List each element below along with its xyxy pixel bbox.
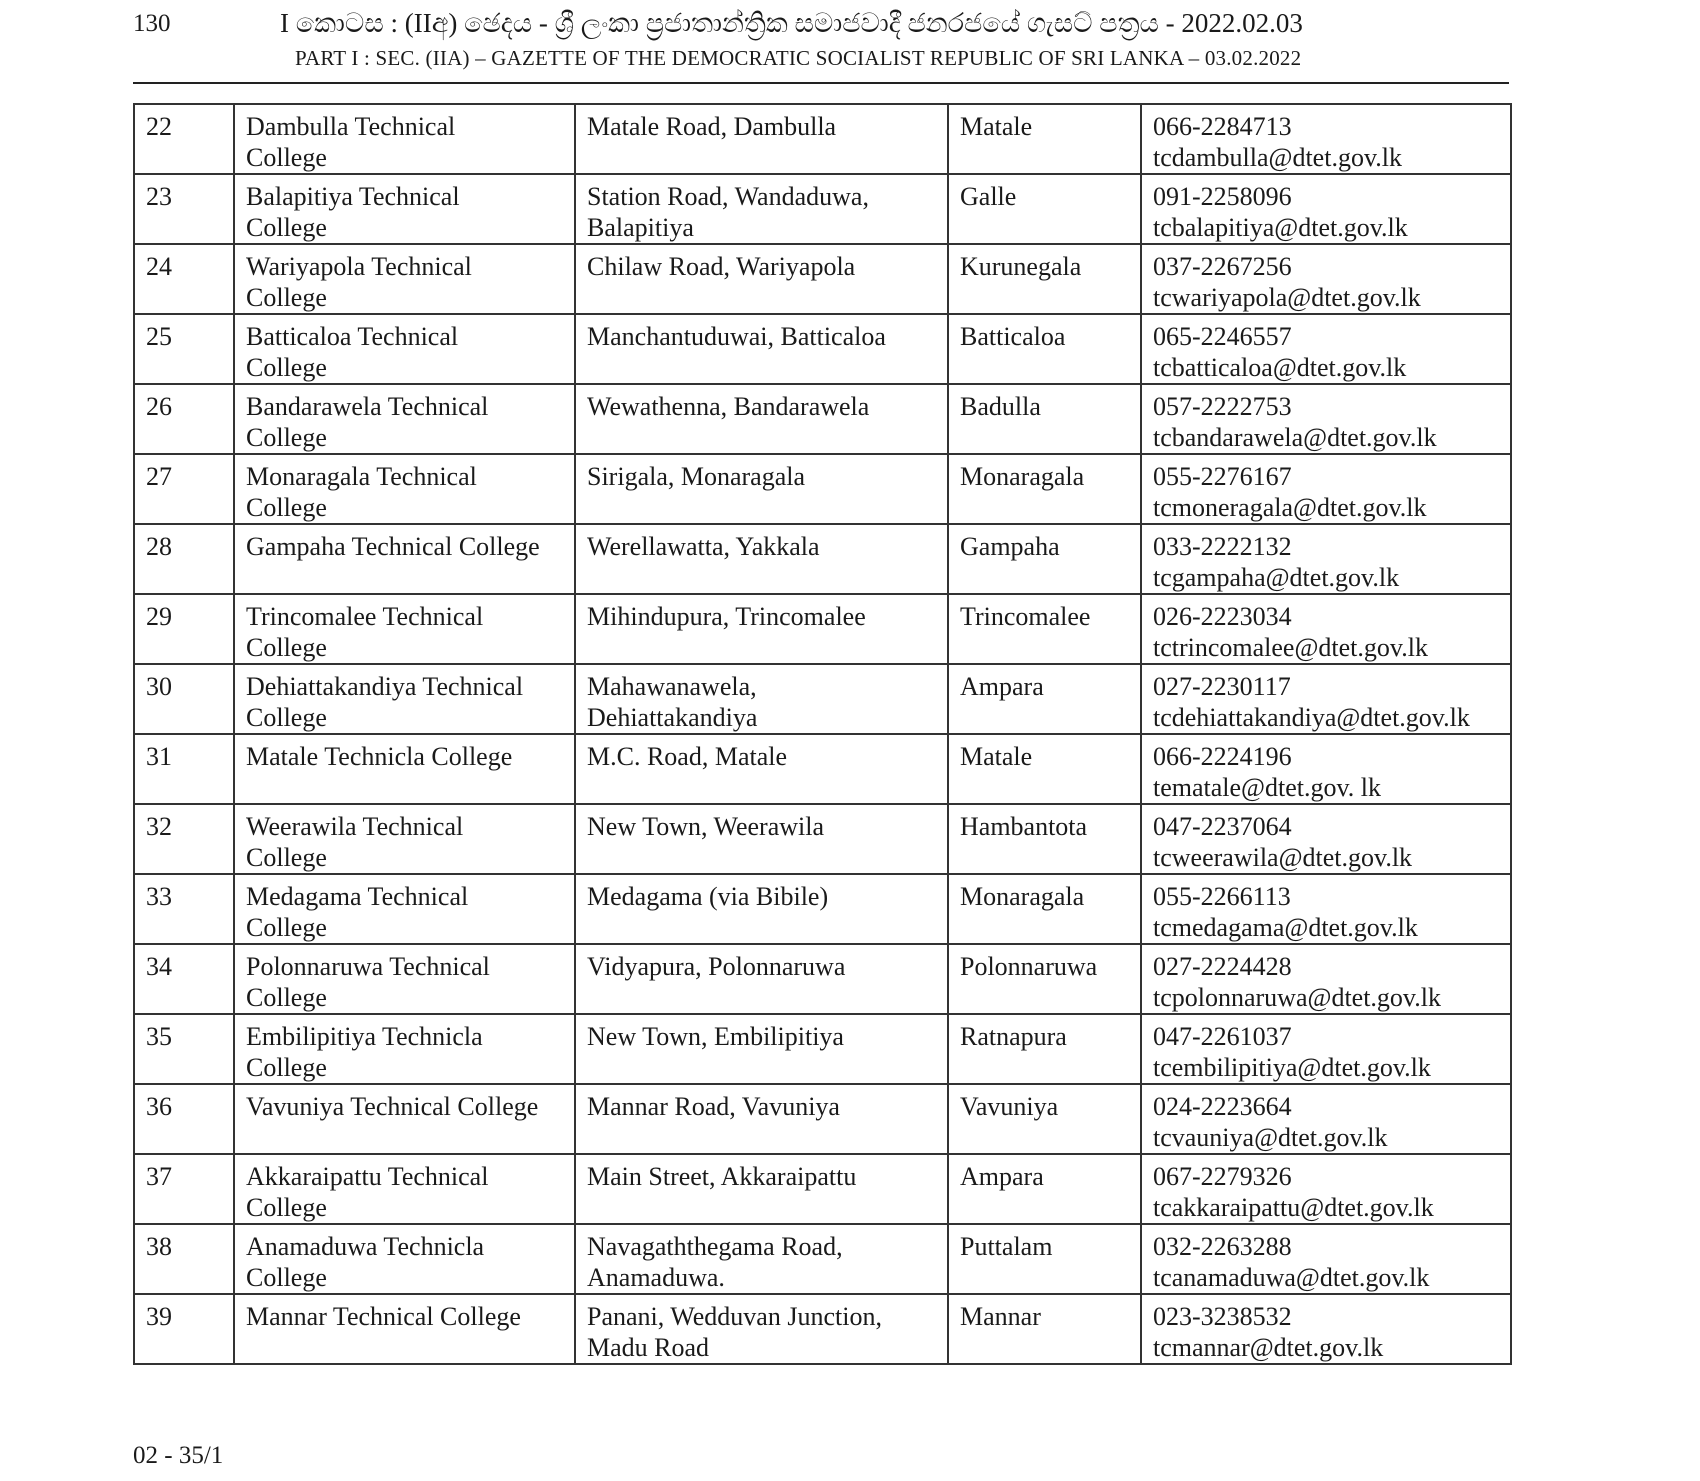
district-cell <box>948 1154 1141 1224</box>
address-cell <box>575 664 948 734</box>
college-name-line: Vavuniya Technical College <box>246 1092 539 1121</box>
email-address: tematale@dtet.gov. lk <box>1153 773 1382 802</box>
row-number: 22 <box>146 112 172 141</box>
district: Matale <box>960 742 1033 771</box>
email-address: tcvauniya@dtet.gov.lk <box>1153 1123 1388 1152</box>
address-line: Mannar Road, Vavuniya <box>587 1092 840 1121</box>
address-line: Werellawatta, Yakkala <box>587 532 820 561</box>
row-number-cell <box>134 1154 234 1224</box>
district: Mannar <box>960 1302 1041 1331</box>
district-cell <box>948 1294 1141 1364</box>
row-number-cell <box>134 524 234 594</box>
address-line: New Town, Weerawila <box>587 812 824 841</box>
college-name-cell <box>234 244 575 314</box>
address-line: Dehiattakandiya <box>587 703 758 732</box>
college-name-line: Medagama Technical <box>246 882 469 911</box>
contact-cell <box>1141 1294 1511 1364</box>
row-number-cell <box>134 454 234 524</box>
address-cell <box>575 1154 948 1224</box>
college-name-cell <box>234 1154 575 1224</box>
row-number-cell <box>134 1224 234 1294</box>
address-line: Balapitiya <box>587 213 694 242</box>
college-name-cell <box>234 874 575 944</box>
phone-number: 065-2246557 <box>1153 322 1292 351</box>
district: Ampara <box>960 672 1044 701</box>
contact-cell <box>1141 664 1511 734</box>
college-name-cell <box>234 104 575 174</box>
college-name-line: College <box>246 213 327 242</box>
table-row <box>134 734 1511 804</box>
address-cell <box>575 874 948 944</box>
address-cell <box>575 454 948 524</box>
address-line: New Town, Embilipitiya <box>587 1022 844 1051</box>
table-row <box>134 1084 1511 1154</box>
phone-number: 032-2263288 <box>1153 1232 1292 1261</box>
address-cell <box>575 384 948 454</box>
table-row <box>134 384 1511 454</box>
district-cell <box>948 734 1141 804</box>
contact-cell <box>1141 1084 1511 1154</box>
district: Gampaha <box>960 532 1060 561</box>
college-name-line: College <box>246 493 327 522</box>
district-cell <box>948 314 1141 384</box>
college-name-line: Bandarawela Technical <box>246 392 489 421</box>
email-address: tcmannar@dtet.gov.lk <box>1153 1333 1384 1362</box>
email-address: tcbalapitiya@dtet.gov.lk <box>1153 213 1408 242</box>
contact-cell <box>1141 1014 1511 1084</box>
contact-cell <box>1141 524 1511 594</box>
district-cell <box>948 244 1141 314</box>
college-name-cell <box>234 314 575 384</box>
college-name-cell <box>234 174 575 244</box>
table-row <box>134 454 1511 524</box>
address-cell <box>575 174 948 244</box>
address-line: Station Road, Wandaduwa, <box>587 182 869 211</box>
address-cell <box>575 1294 948 1364</box>
table-row <box>134 1014 1511 1084</box>
row-number-cell <box>134 1294 234 1364</box>
phone-number: 047-2237064 <box>1153 812 1292 841</box>
district-cell <box>948 594 1141 664</box>
address-line: Sirigala, Monaragala <box>587 462 806 491</box>
college-name-cell <box>234 804 575 874</box>
email-address: tcmedagama@dtet.gov.lk <box>1153 913 1418 942</box>
row-number-cell <box>134 314 234 384</box>
district-cell <box>948 1224 1141 1294</box>
college-name-line: Matale Technicla College <box>246 742 513 771</box>
college-name-line: Weerawila Technical <box>246 812 464 841</box>
district: Puttalam <box>960 1232 1053 1261</box>
email-address: tcmoneragala@dtet.gov.lk <box>1153 493 1427 522</box>
row-number-cell <box>134 734 234 804</box>
college-name-line: College <box>246 283 327 312</box>
table-row <box>134 664 1511 734</box>
district: Kurunegala <box>960 252 1082 281</box>
phone-number: 057-2222753 <box>1153 392 1292 421</box>
row-number: 23 <box>146 182 172 211</box>
college-name-cell <box>234 384 575 454</box>
college-name-line: Akkaraipattu Technical <box>246 1162 489 1191</box>
address-line: Anamaduwa. <box>587 1263 725 1292</box>
row-number-cell <box>134 664 234 734</box>
address-line: Medagama (via Bibile) <box>587 882 829 911</box>
district: Monaragala <box>960 462 1085 491</box>
district-cell <box>948 874 1141 944</box>
college-name-line: Anamaduwa Technicla <box>246 1232 485 1261</box>
college-name-cell <box>234 454 575 524</box>
college-name-line: College <box>246 633 327 662</box>
district: Ratnapura <box>960 1022 1067 1051</box>
row-number: 30 <box>146 672 172 701</box>
row-number: 38 <box>146 1232 172 1261</box>
district: Polonnaruwa <box>960 952 1098 981</box>
contact-cell <box>1141 734 1511 804</box>
district-cell <box>948 174 1141 244</box>
college-name-line: Mannar Technical College <box>246 1302 521 1331</box>
district-cell <box>948 384 1141 454</box>
table-row <box>134 524 1511 594</box>
contact-cell <box>1141 804 1511 874</box>
college-name-line: Balapitiya Technical <box>246 182 460 211</box>
district-cell <box>948 664 1141 734</box>
phone-number: 027-2230117 <box>1153 672 1291 701</box>
header-divider <box>133 82 1509 84</box>
table-body <box>134 104 1511 1364</box>
address-cell <box>575 804 948 874</box>
gazette-header-english: PART I : SEC. (IIA) – GAZETTE OF THE DEMOCRATIC SOCIALIST REPUBLIC OF SRI LANKA – 03.02.2022 <box>295 46 1302 70</box>
contact-cell <box>1141 1154 1511 1224</box>
phone-number: 026-2223034 <box>1153 602 1292 631</box>
college-name-line: College <box>246 1053 327 1082</box>
college-name-line: College <box>246 983 327 1012</box>
college-name-line: Dambulla Technical <box>246 112 456 141</box>
footer-code: 02 - 35/1 <box>133 1442 224 1469</box>
address-line: Chilaw Road, Wariyapola <box>587 252 856 281</box>
email-address: tcweerawila@dtet.gov.lk <box>1153 843 1413 872</box>
college-name-cell <box>234 734 575 804</box>
district-cell <box>948 1084 1141 1154</box>
address-line: Manchantuduwai, Batticaloa <box>587 322 886 351</box>
row-number-cell <box>134 874 234 944</box>
email-address: tcbatticaloa@dtet.gov.lk <box>1153 353 1407 382</box>
address-cell <box>575 244 948 314</box>
college-name-line: College <box>246 843 327 872</box>
district: Ampara <box>960 1162 1044 1191</box>
address-line: Wewathenna, Bandarawela <box>587 392 870 421</box>
address-line: Panani, Wedduvan Junction, <box>587 1302 882 1331</box>
phone-number: 023-3238532 <box>1153 1302 1292 1331</box>
college-name-cell <box>234 1294 575 1364</box>
contact-cell <box>1141 874 1511 944</box>
address-cell <box>575 1084 948 1154</box>
address-line: Mihindupura, Trincomalee <box>587 602 866 631</box>
district: Badulla <box>960 392 1041 421</box>
college-name-line: College <box>246 143 327 172</box>
email-address: tctrincomalee@dtet.gov.lk <box>1153 633 1428 662</box>
row-number: 31 <box>146 742 172 771</box>
row-number-cell <box>134 104 234 174</box>
college-name-line: Gampaha Technical College <box>246 532 540 561</box>
district: Vavuniya <box>960 1092 1059 1121</box>
row-number: 37 <box>146 1162 172 1191</box>
address-line: Matale Road, Dambulla <box>587 112 837 141</box>
phone-number: 037-2267256 <box>1153 252 1292 281</box>
phone-number: 067-2279326 <box>1153 1162 1292 1191</box>
college-name-line: Embilipitiya Technicla <box>246 1022 483 1051</box>
address-line: Madu Road <box>587 1333 710 1362</box>
district: Hambantota <box>960 812 1088 841</box>
contact-cell <box>1141 1224 1511 1294</box>
row-number: 25 <box>146 322 172 351</box>
table-row <box>134 804 1511 874</box>
address-cell <box>575 314 948 384</box>
page-number: 130 <box>133 10 171 37</box>
row-number-cell <box>134 1014 234 1084</box>
college-name-line: Batticaloa Technical <box>246 322 459 351</box>
row-number: 39 <box>146 1302 172 1331</box>
district-cell <box>948 104 1141 174</box>
email-address: tcdehiattakandiya@dtet.gov.lk <box>1153 703 1470 732</box>
address-line: M.C. Road, Matale <box>587 742 788 771</box>
address-cell <box>575 104 948 174</box>
phone-number: 055-2276167 <box>1153 462 1292 491</box>
table-row <box>134 174 1511 244</box>
district-cell <box>948 944 1141 1014</box>
row-number: 36 <box>146 1092 172 1121</box>
phone-number: 091-2258096 <box>1153 182 1292 211</box>
district-cell <box>948 1014 1141 1084</box>
address-cell <box>575 1014 948 1084</box>
college-name-line: College <box>246 353 327 382</box>
technical-colleges-table <box>133 103 1512 1365</box>
row-number-cell <box>134 244 234 314</box>
contact-cell <box>1141 944 1511 1014</box>
college-name-line: College <box>246 703 327 732</box>
district: Monaragala <box>960 882 1085 911</box>
table-row <box>134 944 1511 1014</box>
district-cell <box>948 804 1141 874</box>
table-row <box>134 1154 1511 1224</box>
table-row <box>134 244 1511 314</box>
table-row <box>134 1224 1511 1294</box>
district: Matale <box>960 112 1033 141</box>
address-line: Main Street, Akkaraipattu <box>587 1162 857 1191</box>
college-name-line: Wariyapola Technical <box>246 252 472 281</box>
contact-cell <box>1141 314 1511 384</box>
college-name-line: Dehiattakandiya Technical <box>246 672 524 701</box>
college-name-cell <box>234 594 575 664</box>
address-line: Navagaththegama Road, <box>587 1232 843 1261</box>
college-name-line: Monaragala Technical <box>246 462 477 491</box>
row-number-cell <box>134 804 234 874</box>
row-number-cell <box>134 1084 234 1154</box>
address-cell <box>575 734 948 804</box>
row-number: 28 <box>146 532 172 561</box>
email-address: tcpolonnaruwa@dtet.gov.lk <box>1153 983 1441 1012</box>
contact-cell <box>1141 244 1511 314</box>
college-name-line: College <box>246 423 327 452</box>
email-address: tcbandarawela@dtet.gov.lk <box>1153 423 1437 452</box>
row-number: 33 <box>146 882 172 911</box>
phone-number: 027-2224428 <box>1153 952 1292 981</box>
address-line: Vidyapura, Polonnaruwa <box>587 952 846 981</box>
contact-cell <box>1141 174 1511 244</box>
phone-number: 055-2266113 <box>1153 882 1291 911</box>
college-name-line: Trincomalee Technical <box>246 602 484 631</box>
district: Batticaloa <box>960 322 1066 351</box>
row-number: 24 <box>146 252 172 281</box>
contact-cell <box>1141 594 1511 664</box>
row-number-cell <box>134 594 234 664</box>
district: Galle <box>960 182 1017 211</box>
row-number-cell <box>134 384 234 454</box>
college-name-line: College <box>246 1193 327 1222</box>
contact-cell <box>1141 384 1511 454</box>
row-number: 34 <box>146 952 172 981</box>
college-name-cell <box>234 1224 575 1294</box>
college-name-cell <box>234 664 575 734</box>
college-name-cell <box>234 524 575 594</box>
district: Trincomalee <box>960 602 1091 631</box>
row-number: 35 <box>146 1022 172 1051</box>
email-address: tcembilipitiya@dtet.gov.lk <box>1153 1053 1431 1082</box>
row-number: 29 <box>146 602 172 631</box>
row-number: 27 <box>146 462 172 491</box>
college-name-line: College <box>246 1263 327 1292</box>
college-name-cell <box>234 1084 575 1154</box>
table-row <box>134 594 1511 664</box>
email-address: tcgampaha@dtet.gov.lk <box>1153 563 1400 592</box>
row-number-cell <box>134 174 234 244</box>
address-cell <box>575 524 948 594</box>
phone-number: 066-2284713 <box>1153 112 1292 141</box>
college-name-cell <box>234 1014 575 1084</box>
address-cell <box>575 594 948 664</box>
email-address: tcakkaraipattu@dtet.gov.lk <box>1153 1193 1434 1222</box>
phone-number: 024-2223664 <box>1153 1092 1292 1121</box>
address-cell <box>575 1224 948 1294</box>
table-row <box>134 104 1511 174</box>
table-row <box>134 874 1511 944</box>
row-number: 26 <box>146 392 172 421</box>
phone-number: 047-2261037 <box>1153 1022 1292 1051</box>
email-address: tcdambulla@dtet.gov.lk <box>1153 143 1402 172</box>
address-cell <box>575 944 948 1014</box>
college-name-line: College <box>246 913 327 942</box>
contact-cell <box>1141 454 1511 524</box>
table-row <box>134 1294 1511 1364</box>
address-line: Mahawanawela, <box>587 672 757 701</box>
contact-cell <box>1141 104 1511 174</box>
email-address: tcwariyapola@dtet.gov.lk <box>1153 283 1421 312</box>
row-number-cell <box>134 944 234 1014</box>
phone-number: 033-2222132 <box>1153 532 1292 561</box>
college-name-cell <box>234 944 575 1014</box>
email-address: tcanamaduwa@dtet.gov.lk <box>1153 1263 1430 1292</box>
gazette-header-sinhala: I කොටස : (IIඅ) ඡෙදය - ශ්‍රී ලංකා ප්‍රජාතාන්ත්‍රික සමාජවාදී ජනරජයේ ගැසට් පත්‍රය - 2022.02.03 <box>280 8 1303 38</box>
table-row <box>134 314 1511 384</box>
college-name-line: Polonnaruwa Technical <box>246 952 490 981</box>
district-cell <box>948 524 1141 594</box>
district-cell <box>948 454 1141 524</box>
row-number: 32 <box>146 812 172 841</box>
phone-number: 066-2224196 <box>1153 742 1292 771</box>
